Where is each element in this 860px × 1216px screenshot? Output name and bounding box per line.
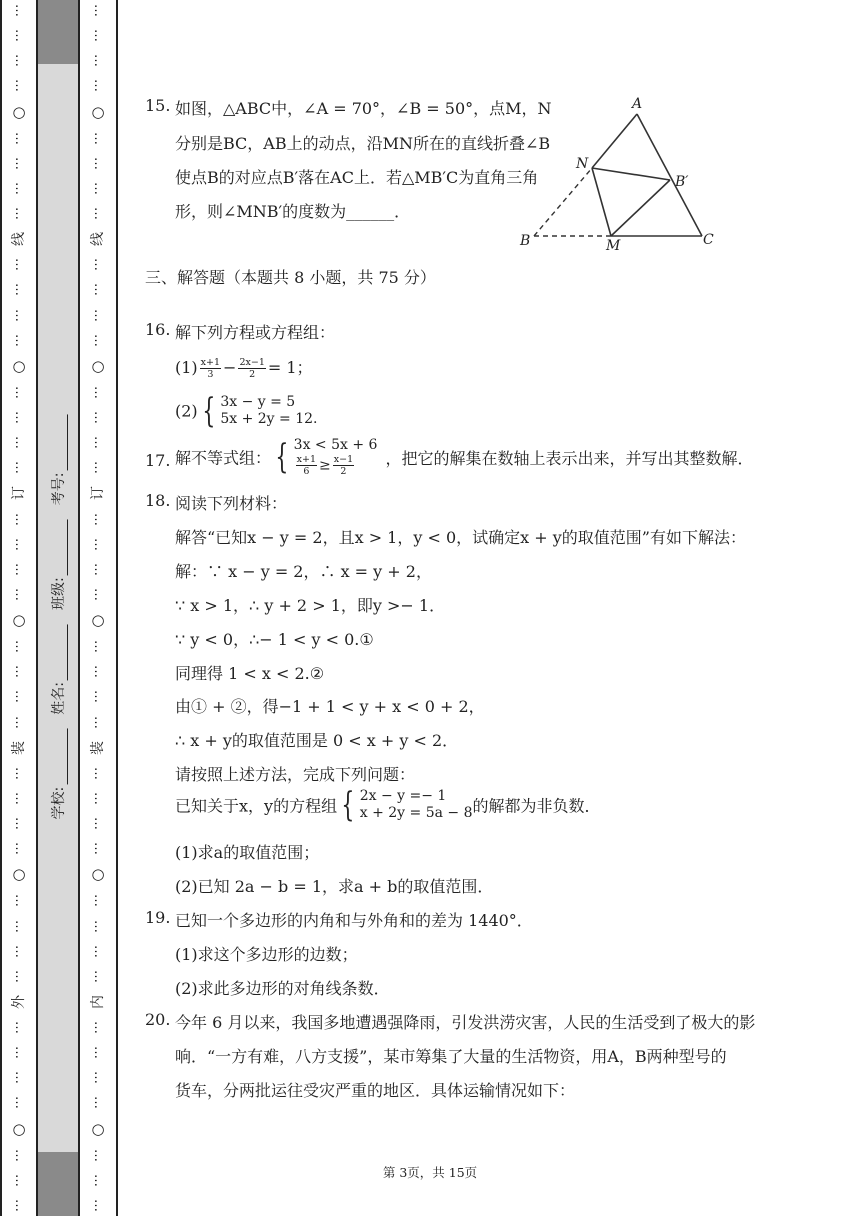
inner-ring-mark: ○ — [91, 611, 105, 629]
label-n: N — [576, 156, 589, 172]
q20-line3: 货车，分两批运往受灾严重的地区．具体运输情况如下： — [175, 1081, 576, 1100]
q18-line11: (1)求a的取值范围； — [175, 843, 320, 862]
q15-number: 15. — [145, 96, 171, 115]
outer-dot-mark: … — [11, 283, 27, 297]
inner-dot-mark: … — [90, 842, 106, 856]
inner-dot-mark: … — [90, 283, 106, 297]
outer-dot-mark: … — [11, 944, 27, 958]
outer-dot-mark: … — [11, 640, 27, 654]
inner-dot-mark: … — [90, 131, 106, 145]
outer-dot-mark: … — [11, 411, 27, 424]
outer-char-mark: 装 — [11, 740, 27, 755]
inner-char-mark: 内 — [90, 994, 106, 1009]
outer-dot-mark: … — [11, 969, 27, 983]
inner-dot-mark: … — [90, 258, 106, 272]
side-ac — [637, 114, 702, 236]
outer-dot-mark: … — [11, 665, 27, 679]
q18-eq2: x + 2y = 5a − 8 — [359, 805, 473, 821]
q15-line4: 形，则∠MNB′的度数为______． — [175, 202, 411, 221]
outer-dot-mark: … — [11, 461, 27, 475]
q18-number: 18. — [145, 491, 171, 510]
outer-dot-mark: … — [11, 512, 27, 526]
outer-dot-mark: … — [11, 817, 27, 830]
inner-dot-mark: … — [90, 665, 106, 679]
inner-dot-mark: … — [90, 766, 106, 780]
q20-line2: 响．“一方有难，八方支援”，某市筹集了大量的生活物资，用A，B两种型号的 — [175, 1047, 727, 1066]
inner-dot-mark: … — [90, 181, 106, 195]
inner-dot-mark: … — [90, 436, 106, 450]
inner-dot-mark: … — [90, 1198, 106, 1212]
q16-part2-label: (2) — [175, 401, 198, 421]
inner-char-mark: 线 — [90, 232, 106, 247]
inner-dot-mark: … — [90, 1096, 106, 1110]
outer-dot-mark: … — [11, 156, 27, 170]
inner-dot-mark: … — [90, 969, 106, 983]
outer-dot-mark: … — [11, 29, 27, 43]
inner-dot-mark: … — [90, 944, 106, 958]
label-bprime: B′ — [675, 174, 689, 190]
inner-dot-mark: … — [90, 79, 106, 93]
outer-char-mark: 外 — [11, 994, 27, 1009]
inner-dot-mark: … — [90, 461, 106, 475]
outer-dot-mark: … — [11, 207, 27, 220]
outer-dot-mark: … — [11, 258, 27, 272]
outer-ring-mark: ○ — [12, 1119, 26, 1138]
outer-ring-mark: ○ — [12, 865, 26, 884]
outer-dot-mark: … — [11, 79, 27, 93]
strip-bottom-block — [38, 1152, 78, 1216]
school-label: 学校: — [51, 786, 67, 820]
inner-dot-mark: … — [90, 919, 106, 933]
page-footer: 第 3页，共 15页 — [382, 1165, 478, 1180]
outer-binding-marks — [2, 0, 36, 1216]
q18-line12: (2)已知 2a − b = 1，求a + b的取值范围． — [175, 877, 494, 896]
outer-dot-mark: … — [11, 1071, 27, 1085]
q18-line3: 解：∵ x − y = 2，∴ x = y + 2， — [175, 562, 432, 581]
label-b: B — [520, 233, 531, 249]
q16-stem: 解下列方程或方程组： — [175, 323, 336, 342]
q16-rhs: = 1； — [267, 358, 313, 377]
q17-body: 解不等式组： { 3x < 5x + 6 $\frac{x+1}{6}$ ≥ $\frac{x-1}{2}$ ，把它的解集在数轴上表示出来，并写出其整数解． — [175, 437, 754, 477]
name-blank[interactable] — [55, 624, 68, 680]
inner-dot-mark: … — [90, 308, 106, 322]
inner-dot-mark: … — [90, 385, 106, 399]
segment-mbp — [611, 180, 670, 236]
segment-nbp — [592, 168, 670, 180]
inner-ring-mark: ○ — [91, 102, 105, 121]
q16-eq2: 5x + 2y = 12. — [220, 411, 318, 427]
inner-dot-mark: … — [90, 690, 106, 704]
outer-dot-mark: … — [11, 54, 27, 68]
q18-line5: ∵ y < 0，∴− 1 < y < 0.① — [175, 630, 374, 649]
q20-number: 20. — [145, 1010, 171, 1029]
inner-dot-mark: … — [90, 894, 106, 908]
q17-ineq1: 3x < 5x + 6 — [293, 437, 378, 453]
outer-ring-mark: ○ — [12, 356, 26, 375]
q16-minus: − — [223, 358, 237, 377]
outer-dot-mark: … — [11, 333, 27, 347]
inner-dot-mark: … — [90, 512, 106, 526]
inner-dot-mark: … — [90, 1046, 106, 1060]
inner-binding-strip — [78, 0, 118, 1216]
outer-dot-mark: … — [11, 436, 27, 450]
outer-dot-mark: … — [11, 1198, 27, 1212]
label-c: C — [703, 232, 714, 248]
q18-system-pre: 已知关于x，y的方程组 — [175, 796, 338, 816]
inner-dot-mark: … — [90, 4, 106, 17]
q18-line7: 由① + ②，得−1 + 1 < y + x < 0 + 2， — [175, 697, 485, 716]
inner-dot-mark: … — [90, 1173, 106, 1187]
student-info — [42, 395, 74, 825]
q20-line1: 今年 6 月以来，我国多地遭遇强降雨，引发洪涝灾害，人民的生活受到了极大的影 — [175, 1013, 756, 1032]
inner-dot-mark: … — [90, 411, 106, 424]
q16-number: 16. — [145, 320, 171, 339]
q17-tail: ，把它的解集在数轴上表示出来，并写出其整数解． — [385, 448, 754, 468]
q17-stem: 解不等式组： — [175, 448, 272, 468]
inner-dot-mark: … — [90, 587, 106, 601]
outer-dot-mark: … — [11, 562, 27, 576]
q15-line2: 分别是BC，AB上的动点，沿MN所在的直线折叠∠B — [175, 134, 551, 153]
inner-dot-mark: … — [90, 54, 106, 68]
q18-line9: 请按照上述方法，完成下列问题： — [175, 765, 416, 784]
outer-dot-mark: … — [11, 766, 27, 780]
inner-dot-mark: … — [90, 562, 106, 576]
q19-line2: (1)求这个多边形的边数； — [175, 945, 358, 964]
inner-dot-mark: … — [90, 640, 106, 654]
q18-line2: 解答“已知x − y = 2，且x > 1，y < 0，试确定x + y的取值范围”有如下解法： — [175, 528, 746, 547]
inner-dot-mark: … — [90, 817, 106, 830]
outer-dot-mark: … — [11, 385, 27, 399]
outer-dot-mark: … — [11, 131, 27, 145]
q18-line10: 已知关于x，y的方程组 { 2x − y =− 1 x + 2y = 5a − 8 的解都为非负数． — [175, 785, 601, 825]
outer-dot-mark: … — [11, 919, 27, 933]
outer-dot-mark: … — [11, 1046, 27, 1060]
outer-dot-mark: … — [11, 537, 27, 551]
class-label: 班级: — [51, 577, 67, 610]
label-m: M — [606, 238, 621, 254]
inner-ring-mark: ○ — [91, 356, 105, 375]
inner-ring-mark: ○ — [91, 1119, 105, 1138]
inner-binding-marks — [80, 0, 116, 1216]
outer-dot-mark: … — [11, 1148, 27, 1162]
outer-char-mark: 订 — [11, 486, 27, 501]
outer-dot-mark: … — [11, 308, 27, 322]
q16-fraction-2: $\frac{2x-1}{2}$ — [239, 357, 265, 380]
outer-dot-mark: … — [11, 690, 27, 704]
q18-line8: ∴ x + y的取值范围是 0 < x + y < 2． — [175, 731, 459, 750]
exam-no-label: 考号: — [51, 472, 67, 506]
strip-top-block — [38, 0, 78, 64]
outer-dot-mark: … — [11, 791, 27, 805]
q16-fraction-1: $\frac{x+1}{3}$ — [200, 357, 221, 380]
exam-no-blank[interactable] — [55, 415, 68, 471]
outer-dot-mark: … — [11, 894, 27, 908]
q17-ineq2: $\frac{x+1}{6}$ ≥ $\frac{x-1}{2}$ — [296, 454, 354, 477]
outer-dot-mark: … — [11, 715, 27, 729]
section-heading: 三、解答题（本题共 8 小题，共 75 分） — [145, 268, 436, 287]
q16-part1-label: (1) — [175, 358, 198, 377]
q18-line1: 阅读下列材料： — [175, 494, 288, 513]
q17-number: 17. — [145, 451, 171, 470]
inner-dot-mark: … — [90, 207, 106, 220]
q16-eq1: 3x − y = 5 — [220, 394, 296, 410]
q18-eq1: 2x − y =− 1 — [359, 788, 447, 804]
outer-char-mark: 线 — [11, 232, 27, 247]
q16-part2: (2) { 3x − y = 5 5x + 2y = 12. — [175, 391, 318, 431]
outer-dot-mark: … — [11, 4, 27, 17]
inner-dot-mark: … — [90, 1071, 106, 1085]
inner-dot-mark: … — [90, 1021, 106, 1034]
q18-line4: ∵ x > 1，∴ y + 2 > 1，即y >− 1． — [175, 596, 446, 615]
inner-char-mark: 订 — [90, 486, 106, 501]
inner-dot-mark: … — [90, 333, 106, 347]
outer-binding-strip — [0, 0, 38, 1216]
q19-line3: (2)求此多边形的对角线条数． — [175, 979, 390, 998]
outer-dot-mark: … — [11, 1096, 27, 1110]
q18-line6: 同理得 1 < x < 2.② — [175, 664, 325, 683]
q19-line1: 已知一个多边形的内角和与外角和的差为 1440°． — [175, 911, 533, 930]
inner-dot-mark: … — [90, 156, 106, 170]
inner-dot-mark: … — [90, 715, 106, 729]
fold-line-mn — [592, 168, 611, 236]
outer-ring-mark: ○ — [12, 102, 26, 121]
outer-ring-mark: ○ — [12, 611, 26, 629]
outer-dot-mark: … — [11, 842, 27, 856]
inner-char-mark: 装 — [90, 740, 106, 755]
class-blank[interactable] — [55, 519, 68, 575]
outer-dot-mark: … — [11, 587, 27, 601]
inner-dot-mark: … — [90, 29, 106, 43]
dashed-bn — [534, 168, 592, 236]
q16-part1 — [175, 355, 313, 380]
q15-line3: 使点B的对应点B′落在AC上．若△MB′C为直角三角 — [175, 168, 539, 187]
school-blank[interactable] — [55, 729, 68, 785]
inner-ring-mark: ○ — [91, 865, 105, 884]
q18-system-post: 的解都为非负数． — [472, 796, 601, 816]
inner-dot-mark: … — [90, 1148, 106, 1162]
inner-dot-mark: … — [90, 537, 106, 551]
q15-line1: 如图，△ABC中，∠A = 70°，∠B = 50°，点M，N — [175, 99, 552, 118]
q15-triangle-figure — [510, 92, 730, 257]
outer-dot-mark: … — [11, 181, 27, 195]
name-label: 姓名: — [51, 682, 67, 715]
label-a: A — [632, 96, 643, 112]
q19-number: 19. — [145, 908, 171, 927]
side-an — [592, 114, 637, 168]
inner-dot-mark: … — [90, 791, 106, 805]
outer-dot-mark: … — [11, 1021, 27, 1034]
outer-dot-mark: … — [11, 1173, 27, 1187]
